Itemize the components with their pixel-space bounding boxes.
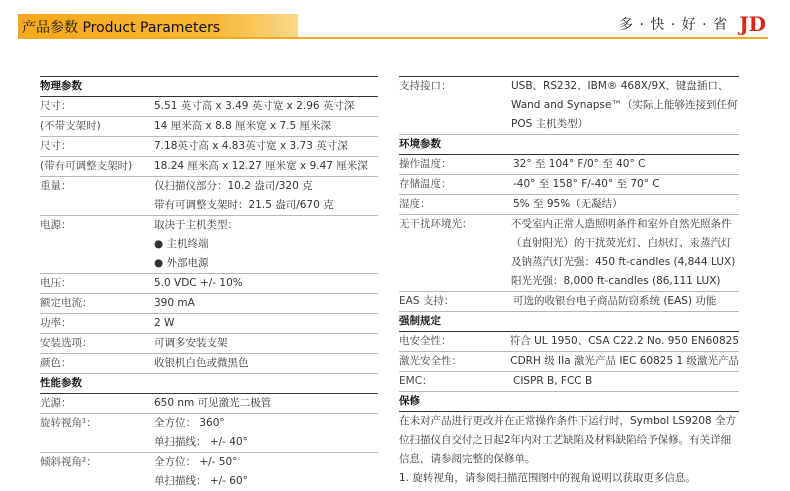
spec-row-size2: 尺寸： 7.18英寸高 x 4.83英寸宽 x 3.73 英寸深: [40, 137, 378, 157]
spec-column-right: [399, 76, 739, 488]
header-divider: [18, 37, 768, 39]
section-environment-heading: 环境参数: [399, 135, 739, 155]
section-title-tab: [18, 14, 298, 37]
spec-row-storage-temp: 存储温度： -40° 至 158° F/-40° 至 70° C: [399, 175, 739, 195]
spec-row-humidity: 湿度： 5% 至 95%（无凝结）: [399, 195, 739, 215]
section-title: 产品参数 Product Parameters: [22, 20, 221, 36]
spec-row-weight: 重量： 仅扫描仪部分：10.2 盎司/320 克 带有可调整支架时：21.5 盎司/670 克: [40, 177, 378, 216]
footnote: 1. 旋转视角，请参阅扫描范围图中的视角说明以获取更多信息。: [399, 472, 696, 484]
section-physical-heading: 物理参数: [40, 76, 378, 97]
spec-row-emc: EMC： CISPR B, FCC B: [399, 372, 739, 392]
spec-row-pitch: 倾斜视角²： 全方位： +/- 50° 单扫描线： +/- 60°: [40, 456, 248, 487]
spec-row-ambient-light: 无干扰环境光： 不受室内正常人造照明条件和室外自然光照条件（直射阳光）的干扰荧光灯、白炽灯、汞蒸汽灯及钠蒸汽灯光强：450 ft-candles (4,844 LUX) 阳光光强：8,000 ft-candles (86,111 LUX): [399, 215, 739, 292]
spec-row-eas: EAS 支持： 可选的收银台电子商品防窃系统 (EAS) 功能: [399, 292, 739, 312]
spec-row-wattage: 功率： 2 W: [40, 314, 378, 334]
spec-row-size2-cm: (带有可调整支架时) 18.24 厘米高 x 12.27 厘米宽 x 9.47 厘米深: [40, 157, 378, 177]
section-warranty-heading: 保修: [399, 392, 739, 412]
spec-row-size1-cm: (不带支架时) 14 厘米高 x 8.8 厘米宽 x 7.5 厘米深: [40, 117, 378, 137]
spec-row-light-source: 光源： 650 nm 可见激光二极管: [40, 394, 378, 414]
spec-row-mount: 安装选项： 可调多安装支架: [40, 334, 378, 354]
jd-logo: JD: [739, 12, 766, 36]
brand-area: [619, 12, 766, 38]
page-header: [0, 0, 790, 44]
spec-row-power: 电源： 取决于主机类型： ● 主机终端 ● 外部电源: [40, 216, 378, 274]
brand-slogan: 多 · 快 · 好 · 省: [619, 17, 729, 33]
spec-row-operating-temp: 操作温度： 32° 至 104° F/0° 至 40° C: [399, 155, 739, 175]
section-performance-heading: 性能参数: [40, 374, 378, 394]
spec-row-electrical-safety: 电安全性： 符合 UL 1950、CSA C22.2 No. 950 EN60825: [399, 332, 739, 352]
warranty-text: 在未对产品进行更改并在正常操作条件下运行时，Symbol LS9208 全方位扫描仪自交付之日起2年内对工艺缺陷及材料缺陷给予保修。有关详细信息，请参阅完整的保修单。: [399, 415, 737, 465]
spec-column-left: [40, 76, 378, 491]
spec-row-color: 颜色： 收银机白色或微黑色: [40, 354, 378, 374]
section-regulatory-heading: 强制规定: [399, 312, 739, 332]
spec-row-current: 额定电流： 390 mA: [40, 294, 378, 314]
spec-row-interface: 支持接口： USB、RS232、IBM® 468X/9X、键盘插口、Wand and Synapse™（实际上能够连接到任何 POS 主机类型）: [399, 76, 739, 135]
spec-row-roll: 旋转视角¹： 全方位： 360° 单扫描线： +/- 40°: [40, 414, 378, 453]
spec-row-voltage: 电压： 5.0 VDC +/- 10%: [40, 274, 378, 294]
spec-row-laser-safety: 激光安全性： CDRH 级 IIa 激光产品 IEC 60825 1 级激光产品: [399, 352, 739, 372]
spec-row-size1: 尺寸： 5.51 英寸高 x 3.49 英寸宽 x 2.96 英寸深: [40, 97, 378, 117]
